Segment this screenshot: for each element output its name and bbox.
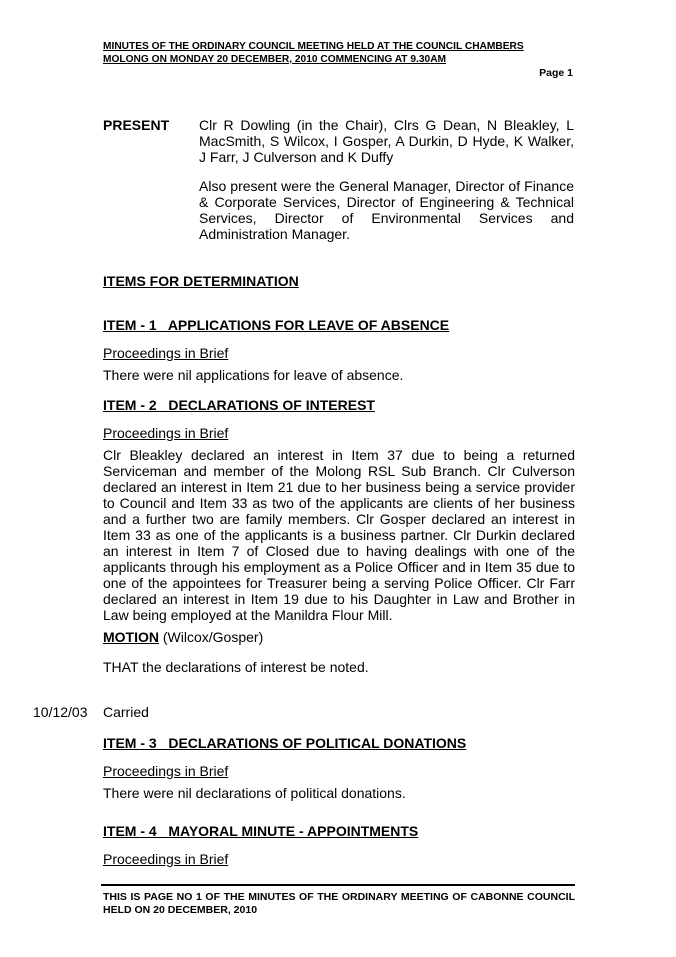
footer-divider: [101, 884, 575, 886]
minutes-body-continued: [103, 735, 575, 867]
item-3-text: There were nil declarations of political donations.: [103, 785, 406, 801]
item-3-title: ITEM - 3 DECLARATIONS OF POLITICAL DONATIONS: [103, 735, 467, 751]
item-1-title: ITEM - 1 APPLICATIONS FOR LEAVE OF ABSENCE: [103, 317, 450, 333]
resolution-number: 10/12/03: [33, 704, 88, 720]
page-header: [103, 40, 575, 66]
item-2-subheading: Proceedings in Brief: [103, 425, 229, 441]
items-heading: ITEMS FOR DETERMINATION: [103, 273, 299, 289]
present-section: [199, 117, 574, 255]
page-footer: THIS IS PAGE NO 1 OF THE MINUTES OF THE ORDINARY MEETING OF CABONNE COUNCIL HELD ON 20 DECEMBER, 2010: [103, 891, 575, 916]
motion-label: MOTION: [103, 629, 159, 645]
item-2-title: ITEM - 2 DECLARATIONS OF INTEREST: [103, 397, 375, 413]
carried-text: Carried: [103, 704, 149, 720]
item-4-subheading: Proceedings in Brief: [103, 851, 229, 867]
present-staff: Also present were the General Manager, Director of Finance & Corporate Services, Director of Engineering & Technical Services, Director of Environmental Services and Administration Manager.: [199, 178, 574, 242]
item-1-subheading: Proceedings in Brief: [103, 345, 229, 361]
present-attendees: Clr R Dowling (in the Chair), Clrs G Dean, N Bleakley, L MacSmith, S Wilcox, I Gosper, A Durkin, D Hyde, K Walker, J Farr, J Culverson and K Duffy: [199, 117, 574, 165]
header-line-1: MINUTES OF THE ORDINARY COUNCIL MEETING HELD AT THE COUNCIL CHAMBERS: [103, 41, 524, 52]
item-3-subheading: Proceedings in Brief: [103, 763, 229, 779]
item-1-text: There were nil applications for leave of absence.: [103, 367, 404, 383]
item-2-text: Clr Bleakley declared an interest in Item 37 due to being a returned Serviceman and member of the Molong RSL Sub Branch. Clr Culverson declared an interest in Item 21 due to her business being a service provider to Council and Item 33 as two of the applicants are clients of her business and a further two are family members. Clr Gosper declared an interest in Item 33 as one of the applicants is a business partner. Clr Durkin declared an interest in Item 7 of Closed due to having dealings with one of the applicants through his employment as a Police Officer and in Item 35 due to one of the appointees for Treasurer being a serving Police Officer. Clr Farr declared an interest in Item 19 due to his Daughter in Law and Brother in Law being employed at the Manildra Flour Mill.: [103, 447, 575, 623]
motion-movers: (Wilcox/Gosper): [159, 629, 264, 645]
page-number: Page 1: [539, 67, 573, 79]
header-line-2: MOLONG ON MONDAY 20 DECEMBER, 2010 COMMENCING AT 9.30AM: [103, 54, 447, 65]
resolution-text: THAT the declarations of interest be noted.: [103, 659, 369, 675]
item-4-title: ITEM - 4 MAYORAL MINUTE - APPOINTMENTS: [103, 823, 419, 839]
minutes-body: [103, 273, 575, 675]
present-label: PRESENT: [103, 117, 170, 133]
motion-line: [103, 629, 575, 645]
